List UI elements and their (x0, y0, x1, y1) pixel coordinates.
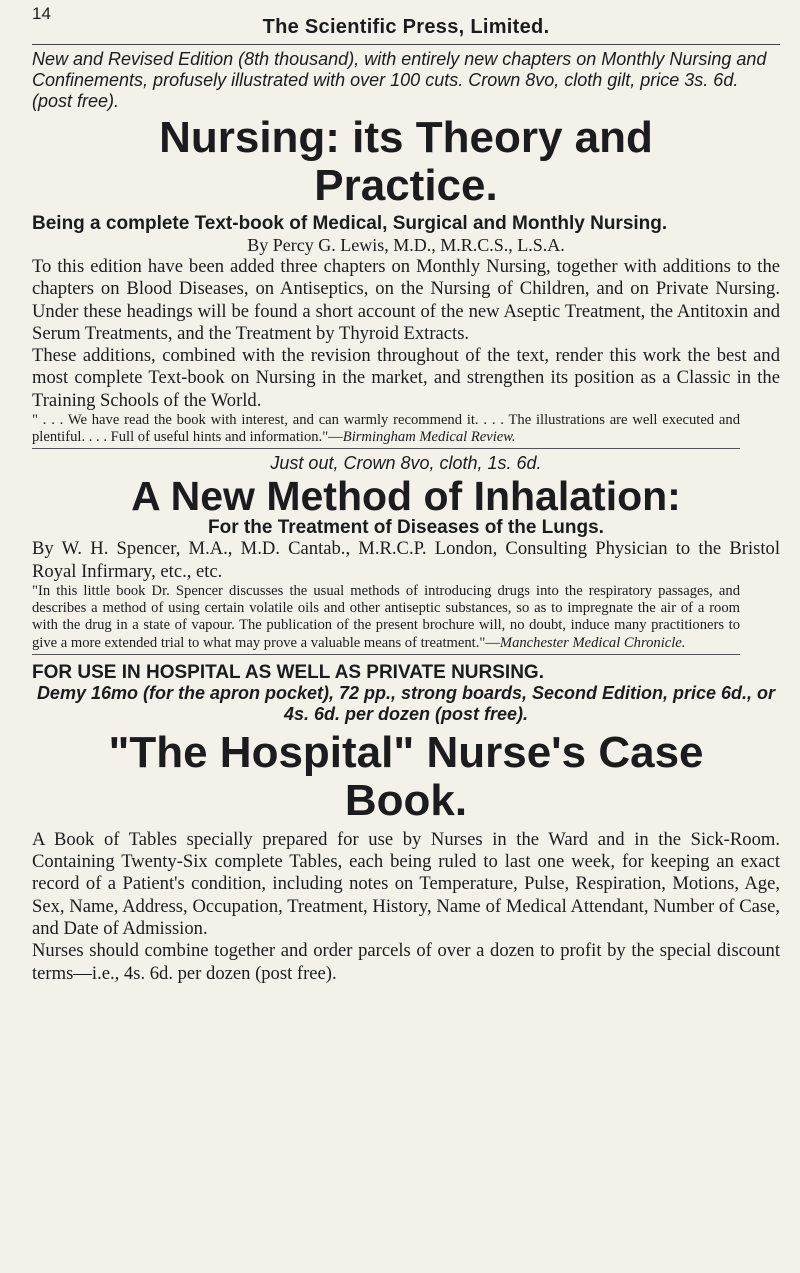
inhalation-advert (32, 453, 780, 654)
inhalation-review (32, 583, 740, 655)
inhalation-subtitle: For the Treatment of Diseases of the Lungs. (208, 517, 604, 539)
case-book-advert (32, 663, 780, 985)
nursing-title-line2: Practice. (314, 161, 498, 210)
case-book-heading: FOR USE IN HOSPITAL AS WELL AS PRIVATE NURSING. (32, 661, 544, 683)
inhalation-review-text: "In this little book Dr. Spencer discusses the usual methods of introducing drugs into the respiratory passages, and describes a method of using certain volatile oils and other antiseptic substances, so as to impregnate the air of a room with the drug in a state of vapour. The publication of the present brochure will, no doubt, induce many practitioners to give a more extended trial to what may prove a valuable means of treatment."— (32, 583, 740, 651)
inhalation-review-source: Manchester Medical Chronicle. (499, 634, 686, 651)
nursing-review-text: " . . . We have read the book with interest, and can warmly recommend it. . . . The illustrations are well executed and plentiful. . . . Full of useful hints and information."— (32, 412, 740, 446)
page-number: 14 (32, 4, 51, 23)
nursing-author: By Percy G. Lewis, M.D., M.R.C.S., L.S.A. (247, 235, 565, 255)
nursing-review-source: Birmingham Medical Review. (342, 429, 516, 446)
case-book-para-1: A Book of Tables specially prepared for use by Nurses in the Ward and in the Sick-Room. Containing Twenty-Six complete Tables, each being ruled to last one week, for keeping an exact record of a Patient's condition, including notes on Temperature, Pulse, Respiration, Motions, Age, Sex, Name, Address, Occupation, Treatment, History, Name of Medical Attendant, Number of Case, and Date of Admission. (32, 828, 780, 940)
nursing-para-1: To this edition have been added three chapters on Monthly Nursing, together with additions to the chapters on Blood Diseases, on Antiseptics, on the Nursing of Children, and on Private Nursing. Under these headings will be found a short account of the new Aseptic Treatment, the Antitoxin and Serum Treatments, and the Treatment by Thyroid Extracts. (32, 256, 780, 344)
nursing-subtitle: Being a complete Text-book of Medical, Surgical and Monthly Nursing. (32, 213, 668, 234)
case-book-para-2: Nurses should combine together and order parcels of over a dozen to profit by the special discount terms—i.e., 4s. 6d. per dozen (post free). (32, 940, 780, 984)
nursing-para-2: These additions, combined with the revision throughout of the text, render this work the best and most complete Text-book on Nursing in the market, and strengthen its position as a Classic in the Training Schools of the World. (32, 345, 780, 411)
nursing-title-line1: Nursing: its Theory and (159, 113, 653, 162)
inhalation-title: A New Method of Inhalation: (131, 473, 681, 520)
running-header (32, 0, 780, 45)
nursing-edition-note: New and Revised Edition (8th thousand), with entirely new chapters on Monthly Nursing and Confinements, profusely illustrated with over 100 cuts. Crown 8vo, cloth gilt, price 3s. 6d. (post free). (32, 49, 767, 111)
inhalation-author: By W. H. Spencer, M.A., M.D. Cantab., M.R.C.P. London, Consulting Physician to the Bristol Royal Infirmary, etc., etc. (32, 538, 780, 582)
case-book-edition-note: Demy 16mo (for the apron pocket), 72 pp., strong boards, Second Edition, price 6d., or 4s. 6d. per dozen (post free). (36, 682, 776, 724)
nursing-advert (32, 49, 780, 449)
publisher-title: The Scientific Press, Limited. (262, 16, 550, 38)
case-book-title-line2: Book. (344, 775, 468, 825)
nursing-review (32, 412, 740, 449)
inhalation-edition-note: Just out, Crown 8vo, cloth, 1s. 6d. (270, 453, 542, 474)
page (32, 0, 780, 985)
case-book-title-line1: "The Hospital" Nurse's Case (108, 727, 704, 777)
